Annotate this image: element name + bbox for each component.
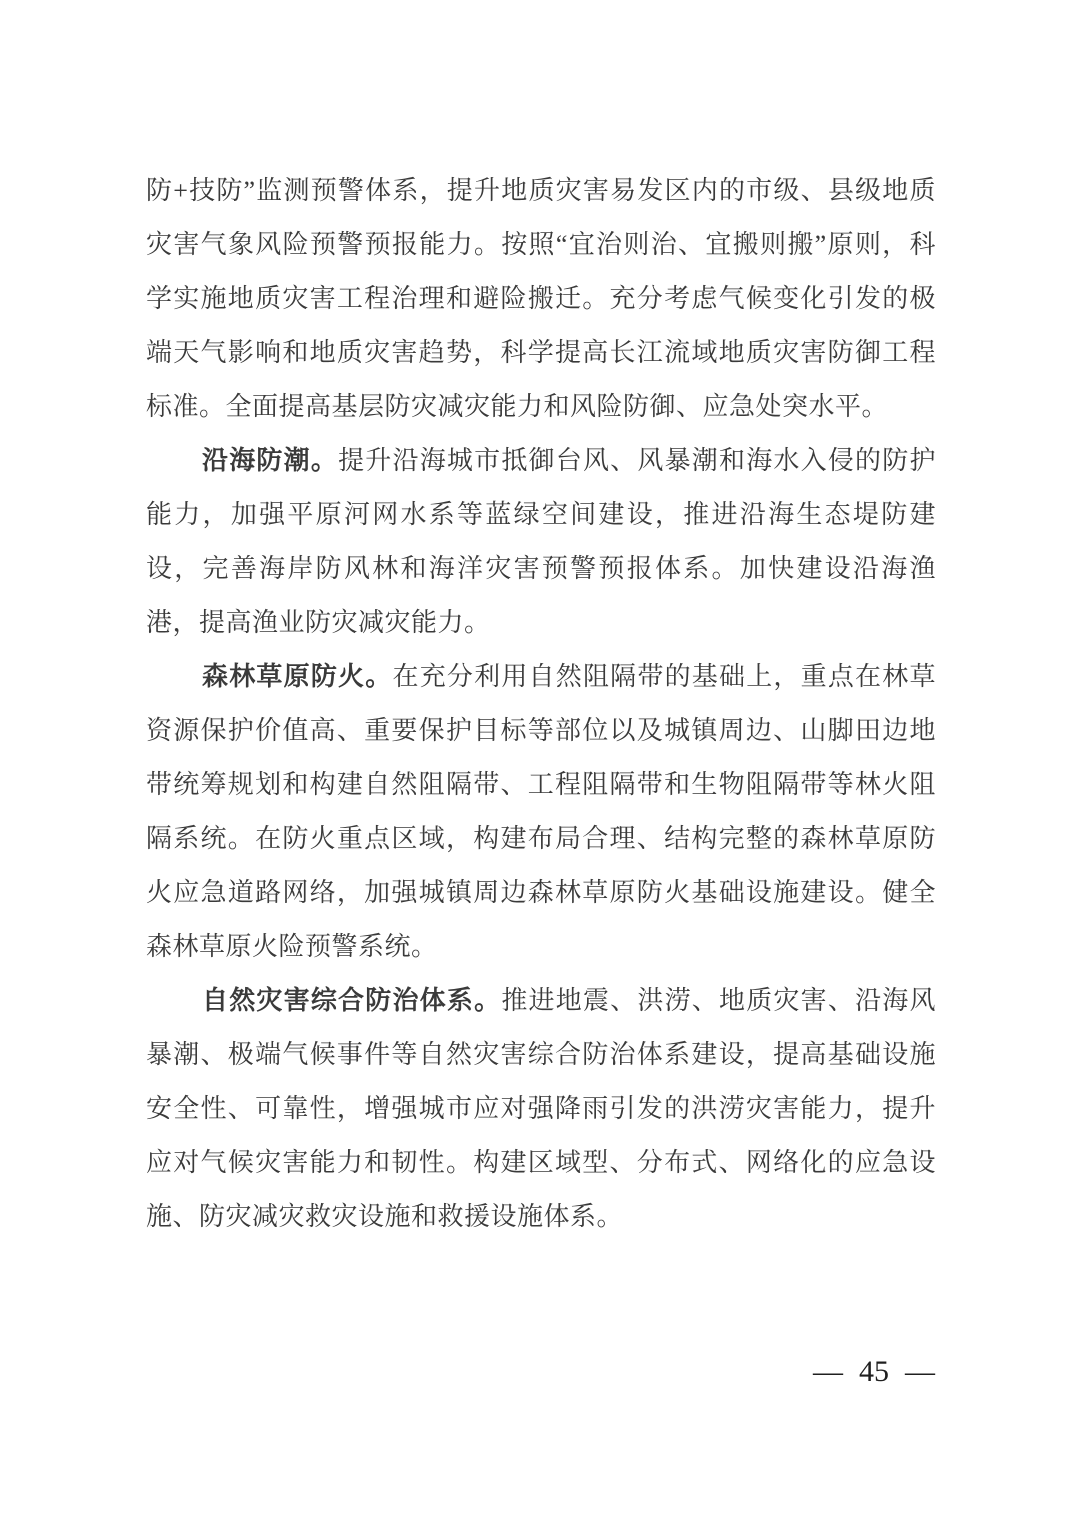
paragraph-text: 提升沿海城市抵御台风、风暴潮和海水入侵的防护能力，加强平原河网水系等蓝绿空间建设，推进沿海生态堤防建设，完善海岸防风林和海洋灾害预警预报体系。加快建设沿海渔港，提高渔业防灾减灾能力。: [146, 446, 936, 637]
page-number-dash-right: —: [905, 1355, 935, 1388]
paragraph-lead: 沿海防潮。: [202, 446, 339, 475]
paragraph-coastal-tide-defense: [146, 434, 936, 650]
paragraph-continuation: [146, 164, 936, 434]
paragraph-text: 在充分利用自然阻隔带的基础上，重点在林草资源保护价值高、重要保护目标等部位以及城镇周边、山脚田边地带统筹规划和构建自然阻隔带、工程阻隔带和生物阻隔带等林火阻隔系统。在防火重点区域，构建布局合理、结构完整的森林草原防火应急道路网络，加强城镇周边森林草原防火基础设施建设。健全森林草原火险预警系统。: [146, 662, 936, 961]
paragraph-lead: 自然灾害综合防治体系。: [202, 986, 502, 1015]
paragraph-lead: 森林草原防火。: [202, 662, 393, 691]
page-number: 45: [859, 1355, 889, 1388]
paragraph-forest-grassland-fire-prevention: [146, 650, 936, 974]
document-body: [146, 164, 936, 1244]
paragraph-natural-disaster-prevention-system: [146, 974, 936, 1244]
paragraph-text: 防+技防”监测预警体系，提升地质灾害易发区内的市级、县级地质灾害气象风险预警预报能力。按照“宜治则治、宜搬则搬”原则，科学实施地质灾害工程治理和避险搬迁。充分考虑气候变化引发的极端天气影响和地质灾害趋势，科学提高长江流域地质灾害防御工程标准。全面提高基层防灾减灾能力和风险防御、应急处突水平。: [146, 176, 936, 421]
page-footer: [813, 1355, 935, 1389]
paragraph-text: 推进地震、洪涝、地质灾害、沿海风暴潮、极端气候事件等自然灾害综合防治体系建设，提高基础设施安全性、可靠性，增强城市应对强降雨引发的洪涝灾害能力，提升应对气候灾害能力和韧性。构建区域型、分布式、网络化的应急设施、防灾减灾救灾设施和救援设施体系。: [146, 986, 936, 1231]
page-number-dash-left: —: [813, 1355, 843, 1388]
